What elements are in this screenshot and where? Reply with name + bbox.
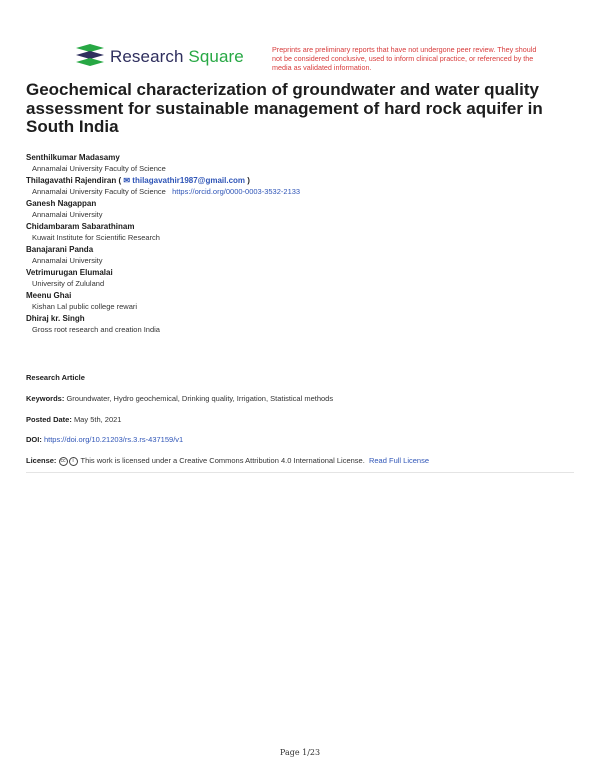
author [26,221,586,243]
author-name: Dhiraj kr. Singh [26,314,85,323]
page-number: Page 1/23 [279,748,321,757]
author-name: Thilagavathi Rajendiran [26,176,117,185]
author [26,313,586,335]
brand-research: Research [110,47,184,66]
author-name: Meenu Ghai [26,291,72,300]
author [26,244,586,266]
author-affiliation: Annamalai University Faculty of Science [32,187,166,196]
divider [26,472,574,473]
author-affiliation: Annamalai University Faculty of Science [32,164,166,173]
license-text: This work is licensed under a Creative Commons Attribution 4.0 International License. [80,456,365,465]
author [26,198,586,220]
author-email-link[interactable] [123,176,245,185]
cc-icon: cc [60,457,66,464]
doi-row [26,435,586,444]
article-type-label: Research Article [26,373,85,382]
keywords-row [26,394,586,403]
author [26,152,586,174]
author-name: Senthilkumar Madasamy [26,153,120,162]
author-name: Chidambaram Sabarathinam [26,222,135,231]
article-type [26,373,586,382]
author-affiliation: Gross root research and creation India [32,325,160,334]
research-square-logo[interactable] [76,44,244,70]
author-name: Ganesh Nagappan [26,199,97,208]
keywords-label: Keywords: [26,394,65,403]
doi-label: DOI: [26,435,42,444]
paper-title: Geochemical characterization of groundwater and water quality assessment for sustainable management of hard rock aquifer in South India [26,80,543,136]
author-list [26,152,586,336]
license-label: License: [26,456,57,465]
author-name: Vetrimurugan Elumalai [26,268,113,277]
author-email: thilagavathir1987@gmail.com [132,176,246,185]
doi-link[interactable]: https://doi.org/10.21203/rs.3.rs-437159/v1 [43,435,184,444]
logo-text [110,47,244,67]
license-row [26,456,586,466]
author [26,267,586,289]
email-icon: ✉ [123,176,131,185]
posted-date-label: Posted Date: [26,415,72,424]
by-icon: i [69,457,78,466]
author-affiliation: University of Zululand [32,279,105,288]
research-square-logo-icon [76,44,104,70]
author-affiliation: Annamalai University [32,256,103,265]
author-affiliation: Kishan Lal public college rewari [32,302,138,311]
author-affiliation-line [26,186,586,197]
keywords-value: Groundwater, Hydro geochemical, Drinking quality, Irrigation, Statistical methods [66,394,334,403]
read-full-license-link[interactable]: Read Full License [368,456,430,465]
author-affiliation: Annamalai University [32,210,103,219]
author [26,175,586,197]
posted-date-value: May 5th, 2021 [73,415,122,424]
posted-date-row [26,415,586,424]
brand-square: Square [188,47,244,66]
author-name: Banajarani Panda [26,245,94,254]
orcid-link[interactable]: https://orcid.org/0000-0003-3532-2133 [172,187,301,196]
preprint-notice: Preprints are preliminary reports that have not undergone peer review. They should not be considered conclusive, used to inform clinical practice, or referenced by the media as validated information. [272,45,537,73]
author-name-line: Thilagavathi Rajendiran ( ✉ thilagavathir1987@gmail.com ) [26,176,250,185]
author [26,290,586,312]
author-affiliation: Kuwait Institute for Scientific Research [32,233,160,242]
